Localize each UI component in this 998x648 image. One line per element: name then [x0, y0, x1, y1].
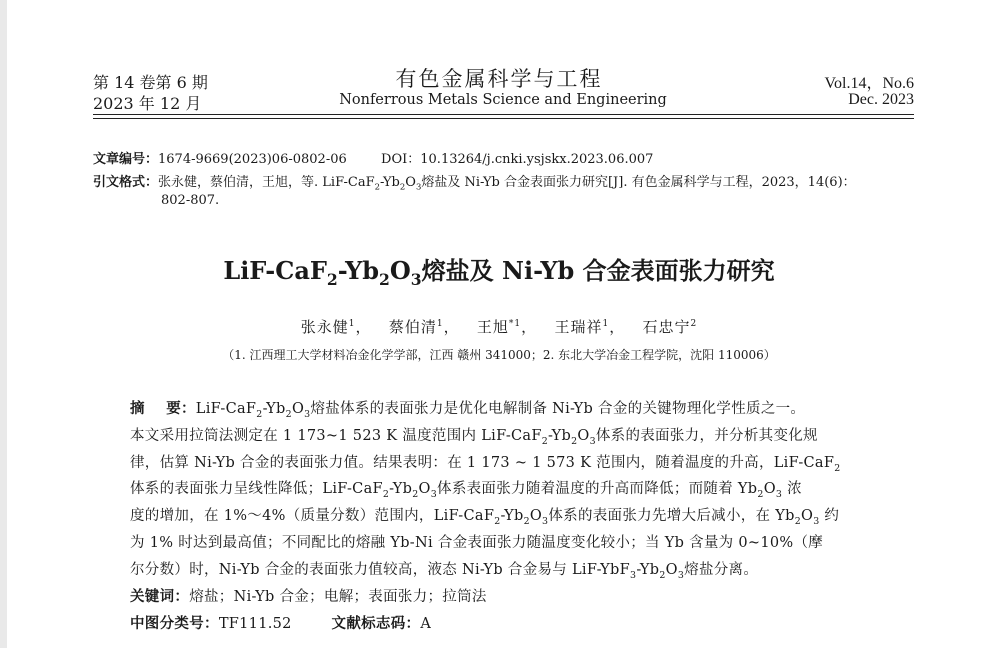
abstract-label: 摘 要： — [130, 400, 196, 417]
keywords-line — [130, 585, 487, 606]
abstract-sub: 2 — [285, 408, 292, 420]
abstract-sub: 2 — [659, 569, 666, 581]
abstract-sub: 2 — [256, 408, 263, 420]
abstract-sub: 3 — [542, 515, 549, 527]
author-name: 王旭 — [476, 318, 509, 336]
document-code-value: A — [420, 616, 432, 632]
abstract-text: O — [577, 428, 590, 444]
citation-sub: 2 — [374, 181, 381, 192]
abstract-text: O — [763, 481, 776, 497]
abstract-text: 约 — [819, 508, 840, 524]
affiliation: （1. 江西理工大学材料冶金化学学部，江西 赣州 341000；2. 东北大学冶金工程学院，沈阳 110006） — [222, 348, 776, 362]
abstract-text: 体系的表面张力先增大后减小，在 Yb — [548, 508, 795, 524]
citation-authors: 张永健，蔡伯清，王旭，等. — [158, 175, 319, 190]
date-cn: 2023 年 12 月 — [93, 94, 202, 113]
abstract-text: 度的增加，在 1%～4%（质量分数）范围内，LiF-CaF — [130, 508, 495, 524]
abstract-sub: 3 — [677, 569, 685, 581]
abstract-sub: 2 — [541, 435, 549, 447]
abstract-text: -Yb — [636, 562, 660, 578]
title-part: LiF-CaF — [223, 256, 327, 285]
abstract-line-5 — [130, 504, 839, 527]
author-affiliation-mark: 1 — [436, 319, 444, 329]
citation-rest: 熔盐及 Ni-Yb 合金表面张力研究[J]. 有色金属科学与工程，2023，14(6)： — [421, 175, 856, 190]
abstract-sub: 2 — [757, 488, 764, 500]
author-name: 王瑞祥 — [554, 318, 603, 336]
abstract-sub: 3 — [304, 408, 311, 420]
abstract-sub: 2 — [571, 435, 578, 447]
abstract-line-6: 为 1% 时达到最高值；不同配比的熔融 Yb-Ni 合金表面张力随温度变化较小；当 Yb 含量为 0~10%（摩 — [130, 535, 824, 551]
abstract-line-2 — [130, 424, 818, 447]
abstract-text: O — [291, 401, 305, 417]
doi-label: DOI： — [381, 152, 421, 167]
author-affiliation-mark: 1 — [348, 319, 356, 329]
abstract-text: -Yb — [548, 428, 572, 444]
clc-label: 中图分类号： — [130, 615, 219, 632]
title-sub: 2 — [379, 269, 390, 289]
abstract-text: 浓 — [782, 481, 802, 497]
abstract-text: 律，估算 Ni-Yb 合金的表面张力值。结果表明：在 1 173 ~ 1 573 K 范围内，随着温度的升高，LiF-CaF — [130, 455, 835, 471]
author-affiliation-mark: 1 — [602, 319, 610, 329]
keywords-label: 关键词： — [130, 588, 190, 605]
citation-pages: 802-807. — [161, 193, 220, 208]
citation-formula: LiF-CaF — [322, 175, 375, 190]
abstract-text: 尔分数）时，Ni-Yb 合金的表面张力值较高，液态 Ni-Yb 合金易与 LiF-YbF — [130, 562, 631, 578]
author-list: 张永健$^1$， 蔡伯清$^1$， 王旭$^{*1}$， 王瑞祥$^1$， 石忠宁$^2$ — [300, 318, 698, 336]
abstract-text: O — [801, 508, 814, 524]
title-part: -Yb — [337, 256, 380, 285]
journal-name-cn: 有色金属科学与工程 — [395, 67, 603, 91]
abstract-text: O — [418, 481, 431, 497]
abstract-text: 熔盐分离。 — [684, 562, 759, 578]
header-rule-top — [93, 114, 914, 115]
abstract-sub: 3 — [589, 435, 596, 447]
date-en: Dec. 2023 — [848, 91, 914, 108]
title-part: 熔盐及 Ni-Yb 合金表面张力研究 — [421, 256, 775, 285]
abstract-text: 体系的表面张力呈线性降低；LiF-CaF — [130, 481, 383, 497]
citation-line — [93, 171, 856, 192]
abstract-line-3 — [130, 451, 841, 474]
abstract-sub: 2 — [794, 515, 802, 527]
abstract-text: LiF-CaF — [195, 401, 257, 417]
journal-name-en: Nonferrous Metals Science and Engineering — [339, 92, 667, 108]
document-code-label: 文献标志码： — [331, 615, 421, 632]
abstract-text: 本文采用拉筒法测定在 1 173~1 523 K 温度范围内 LiF-CaF — [130, 428, 542, 444]
abstract-sub: 3 — [630, 569, 637, 581]
clc-value: TF111.52 — [218, 616, 292, 632]
abstract-sub: 2 — [382, 488, 390, 500]
citation-formula: O — [405, 175, 416, 190]
abstract-sub: 2 — [494, 515, 501, 527]
citation-label: 引文格式： — [93, 175, 159, 190]
citation-sub: 3 — [415, 181, 422, 192]
article-number: 1674-9669(2023)06-0802-06 — [158, 152, 347, 167]
author-name: 张永健 — [300, 318, 349, 336]
abstract-sub: 2 — [834, 462, 841, 474]
author-name: 石忠宁 — [642, 318, 691, 336]
abstract-text: 体系表面张力随着温度的升高而降低；而随着 Yb — [437, 481, 758, 497]
article-title — [0, 251, 998, 289]
abstract-line-4 — [130, 477, 802, 500]
abstract-text: 熔盐体系的表面张力是优化电解制备 Ni-Yb 合金的关键物理化学性质之一。 — [310, 401, 806, 417]
abstract-text: O — [665, 562, 678, 578]
keywords-value: 熔盐；Ni-Yb 合金；电解；表面张力；拉筒法 — [189, 589, 487, 605]
article-number-label: 文章编号： — [93, 152, 159, 167]
title-sub: 3 — [410, 269, 422, 289]
author-name: 蔡伯清 — [388, 318, 437, 336]
abstract-sub: 2 — [523, 515, 530, 527]
doi-value: 10.13264/j.cnki.ysjskx.2023.06.007 — [420, 152, 654, 167]
abstract-line-1 — [130, 397, 805, 420]
abstract-text: -Yb — [500, 508, 524, 524]
citation-formula: -Yb — [380, 175, 400, 190]
title-part: O — [389, 256, 411, 285]
author-affiliation-mark: *1 — [508, 319, 522, 329]
volume-issue-en: Vol.14，No.6 — [824, 75, 914, 92]
author-affiliation-mark: 2 — [690, 319, 698, 329]
abstract-text: 体系的表面张力，并分析其变化规 — [595, 428, 818, 444]
abstract-sub: 3 — [430, 488, 438, 500]
citation-sub: 2 — [399, 181, 406, 192]
abstract-text: -Yb — [389, 481, 413, 497]
abstract-line-7 — [130, 558, 758, 581]
abstract-sub: 3 — [775, 488, 783, 500]
classification-line — [130, 612, 431, 633]
abstract-sub: 2 — [412, 488, 419, 500]
abstract-sub: 3 — [813, 515, 820, 527]
abstract-text: -Yb — [262, 401, 286, 417]
article-number-line — [93, 148, 653, 167]
title-sub: 2 — [326, 269, 338, 289]
volume-issue-cn: 第 14 卷第 6 期 — [93, 73, 208, 92]
abstract-text: O — [529, 508, 543, 524]
header-rule-bottom — [93, 118, 914, 119]
